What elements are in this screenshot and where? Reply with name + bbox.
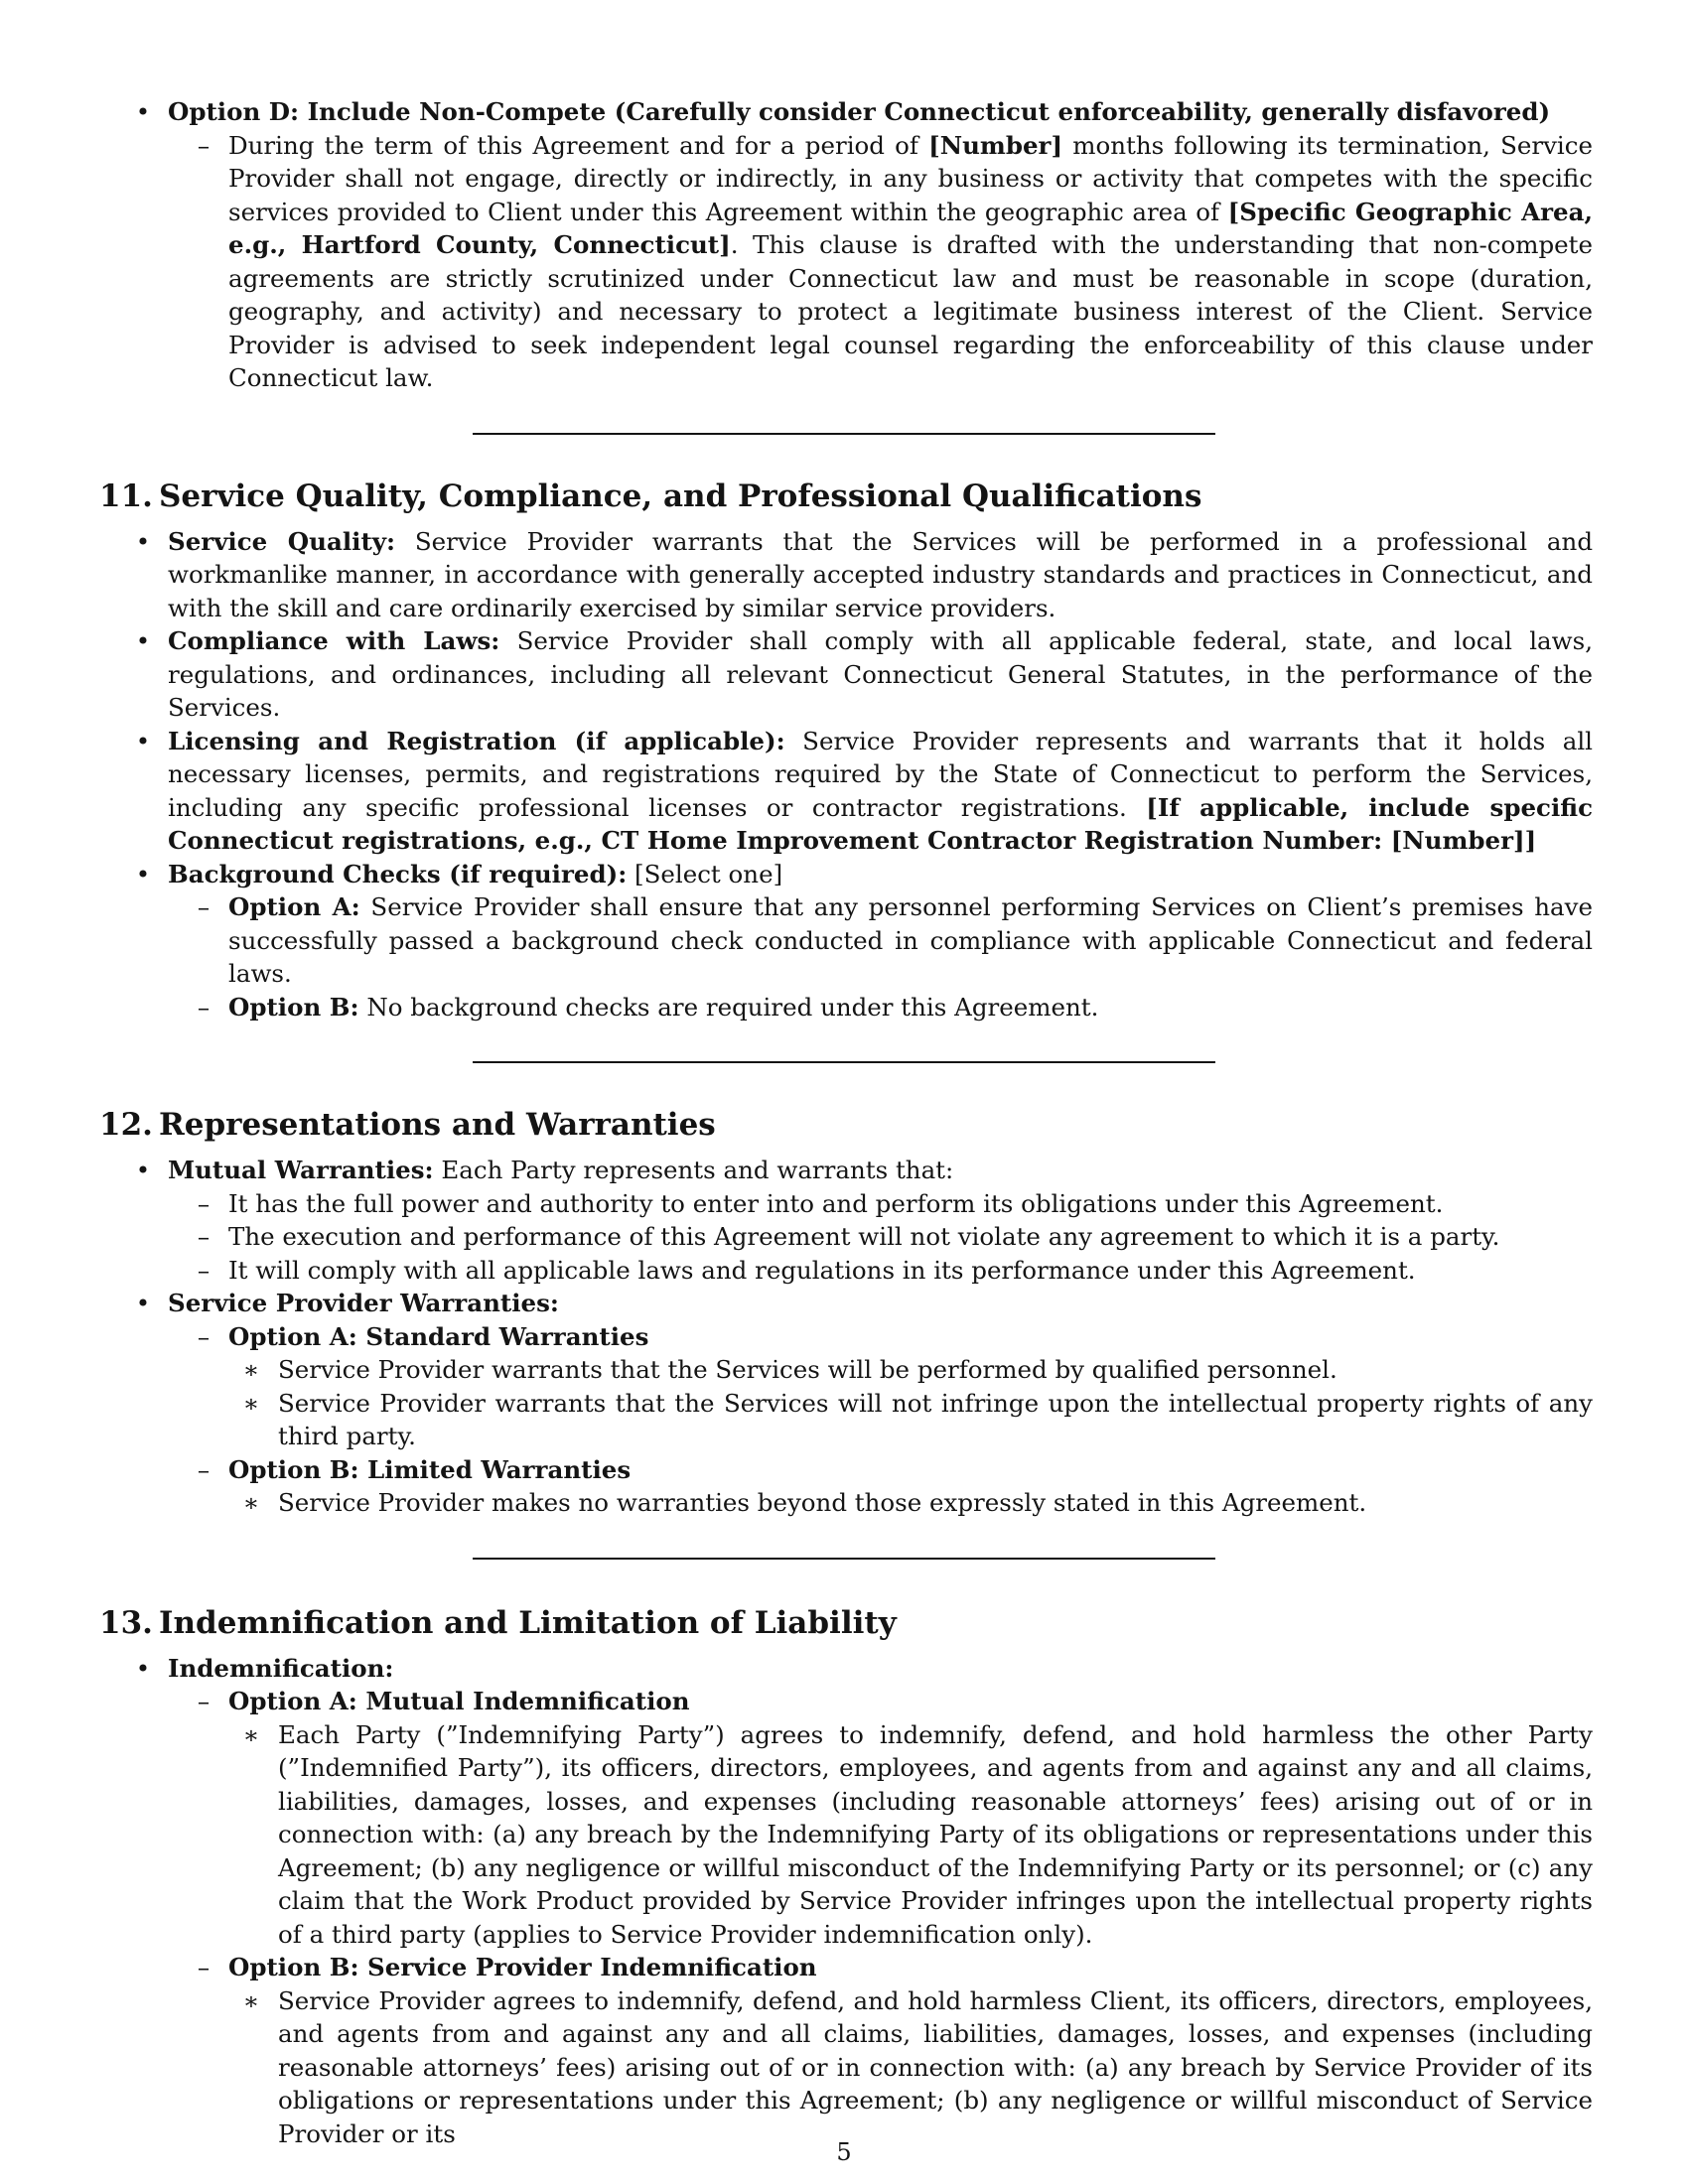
mutual-warranties-text: Each Party represents and warrants that:: [433, 1156, 954, 1184]
option-d-text-2: months following its termination, Service Provider shall not engage, directly or indirectly, in any business or activity that competes with the specific services provided to Client under this Agreement within the geographic area of: [228, 130, 1593, 226]
service-quality-label: Service Quality:: [168, 526, 396, 556]
dash-marker: –: [197, 1222, 211, 1251]
provider-warranties-item: [99, 1287, 1593, 1520]
placeholder-number: [Number]: [928, 130, 1063, 160]
dash-marker: –: [197, 130, 211, 160]
list-item: [168, 1254, 1593, 1288]
section-13-list: [99, 1652, 1593, 2151]
dash-marker: –: [197, 1454, 211, 1484]
compliance-label: Compliance with Laws:: [168, 626, 500, 655]
option-d-item: [99, 95, 1593, 395]
list-item-text: Service Provider warrants that the Services will be performed by qualified personnel.: [278, 1355, 1337, 1384]
section-11-heading: [99, 477, 1593, 516]
bullet-marker: •: [135, 1289, 151, 1317]
star-marker: ∗: [242, 1985, 260, 2015]
dash-marker: –: [197, 1687, 211, 1715]
list-item: [228, 1718, 1593, 1952]
placeholder-geographic-area: [Specific Geographic Area, e.g., Hartford County, Connecticut]: [228, 197, 1593, 259]
list-item: [228, 1387, 1593, 1453]
mutual-indemnification-text: Each Party (”Indemnifying Party”) agrees to indemnify, defend, and hold harmless the other Party (”Indemnified Party”), its officers, directors, employees, and agents from and against any and all claims, liabilities, damages, losses, and expenses (including reasonable attorneys’ fees) arising out of or in connection with: (a) any breach by the Indemnifying Party of its obligations or representations under this Agreement; (b) any negligence or willful misconduct of the Indemnifying Party or its personnel; or (c) any claim that the Work Product provided by Service Provider infringes upon the intellectual property rights of a third party (applies to Service Provider indemnification only).: [278, 1719, 1593, 1949]
provider-indemnification-list: [228, 1984, 1593, 2151]
provider-warranties-label: Service Provider Warranties:: [168, 1289, 559, 1317]
bullet-marker: •: [135, 1156, 151, 1184]
option-a-title: Option A: Standard Warranties: [228, 1321, 649, 1351]
section-11-list: [99, 525, 1593, 1024]
list-item-text: The execution and performance of this Agreement will not violate any agreement to which it is a party.: [228, 1222, 1500, 1251]
option-d-text-3: . This clause is drafted with the understanding that non-compete agreements are strictly scrutinized under Connecticut law and must be reasonable in scope (duration, geography, and activity) and necessary to protect a legitimate business interest of the Client. Service Provider is advised to seek independent legal counsel regarding the enforceability of this clause under Connecticut law.: [228, 230, 1593, 392]
list-item: [168, 1220, 1593, 1254]
mutual-warranties-label: Mutual Warranties:: [168, 1156, 434, 1184]
option-a-label: Option A:: [228, 892, 360, 921]
section-title: Representations and Warranties: [159, 1107, 716, 1143]
compliance-item: [99, 624, 1593, 725]
option-b-text: No background checks are required under this Agreement.: [358, 992, 1099, 1022]
limited-warranties-option: [168, 1453, 1593, 1520]
service-quality-item: [99, 525, 1593, 625]
option-d-title: Option D: Include Non-Compete (Carefully consider Connecticut enforceability, generally disfavored): [168, 97, 1551, 126]
mutual-indemnification-option: [168, 1685, 1593, 1951]
dash-marker: –: [197, 892, 211, 921]
page-content: [99, 95, 1593, 2150]
indemnification-label: Indemnification:: [168, 1653, 394, 1683]
option-b-title: Option B: Service Provider Indemnification: [228, 1953, 817, 1981]
dash-marker: –: [197, 1255, 211, 1285]
select-one-placeholder: [Select one]: [627, 859, 783, 888]
page-number: 5: [836, 2138, 852, 2166]
option-d-text: [168, 129, 1593, 395]
option-d-text-1: During the term of this Agreement and for a period of: [228, 130, 929, 160]
service-quality-text: Service Provider warrants that the Services will be performed in a professional and workmanlike manner, in accordance with generally accepted industry standards and practices in Connecticut, and with the skill and care ordinarily exercised by similar service providers.: [168, 526, 1594, 622]
section-title: Service Quality, Compliance, and Professional Qualifications: [159, 478, 1202, 514]
bullet-marker: •: [135, 526, 151, 556]
compliance-text: Service Provider shall comply with all applicable federal, state, and local laws, regulations, and ordinances, including all relevant Connecticut General Statutes, in the performance of the Services.: [168, 626, 1594, 722]
dash-marker: –: [197, 1321, 211, 1351]
mutual-indemnification-list: [228, 1718, 1593, 1952]
dash-marker: –: [197, 992, 211, 1022]
mutual-warranties-sublist: [168, 1187, 1593, 1288]
limited-warranties-list: [228, 1486, 1593, 1520]
background-option-b: [168, 991, 1593, 1024]
background-checks-item: [99, 858, 1593, 1024]
background-options: [168, 890, 1593, 1024]
list-item-text: It has the full power and authority to enter into and perform its obligations under this Agreement.: [228, 1188, 1444, 1218]
list-item: [228, 1353, 1593, 1387]
section-12-list: [99, 1154, 1593, 1520]
licensing-label: Licensing and Registration (if applicable):: [168, 726, 785, 755]
bullet-marker: •: [135, 626, 151, 655]
section-number: 12.: [99, 1107, 153, 1143]
star-marker: ∗: [242, 1488, 260, 1517]
star-marker: ∗: [242, 1719, 260, 1749]
standard-warranties-list: [228, 1353, 1593, 1453]
list-item-text: Service Provider warrants that the Services will not infringe upon the intellectual property rights of any third party.: [278, 1388, 1593, 1450]
section-number: 11.: [99, 478, 153, 514]
background-option-a: [168, 890, 1593, 991]
background-checks-label: Background Checks (if required):: [168, 859, 628, 888]
provider-indemnification-option: [168, 1951, 1593, 2150]
bullet-marker: •: [135, 1653, 151, 1683]
list-item: [168, 1187, 1593, 1221]
section-number: 13.: [99, 1604, 153, 1641]
licensing-item: [99, 725, 1593, 858]
section-13-heading: [99, 1603, 1593, 1643]
mutual-warranties-item: [99, 1154, 1593, 1287]
option-a-text: Service Provider shall ensure that any personnel performing Services on Client’s premises have successfully passed a background check conducted in compliance with applicable Connecticut and federal laws.: [228, 892, 1594, 988]
standard-warranties-option: [168, 1320, 1593, 1453]
bullet-marker: •: [135, 726, 151, 755]
section-12-heading: [99, 1105, 1593, 1145]
section-divider: [473, 1061, 1215, 1063]
licensing-placeholder: [If applicable, include specific Connecticut registrations, e.g., CT Home Improvement Contractor Registration Number: [Number]]: [168, 792, 1593, 855]
provider-indemnification-text: Service Provider agrees to indemnify, defend, and hold harmless Client, its officers, directors, employees, and agents from and against any and all claims, liabilities, damages, losses, and expenses (including reasonable attorneys’ fees) arising out of or in connection with: (a) any breach by Service Provider of its obligations or representations under this Agreement; (b) any negligence or willful misconduct of Service Provider or its: [278, 1985, 1593, 2148]
dash-marker: –: [197, 1953, 211, 1981]
option-d-sublist: [168, 129, 1593, 395]
option-d-list: [99, 95, 1593, 395]
section-title: Indemnification and Limitation of Liability: [159, 1604, 897, 1641]
option-b-label: Option B:: [228, 992, 359, 1022]
licensing-text: Service Provider represents and warrants that it holds all necessary licenses, permits, and registrations required by the State of Connecticut to perform the Services, including any specific professional licenses or contractor registrations.: [168, 726, 1593, 822]
list-item: [228, 1486, 1593, 1520]
list-item-text: It will comply with all applicable laws and regulations in its performance under this Agreement.: [228, 1255, 1416, 1285]
option-b-title: Option B: Limited Warranties: [228, 1454, 632, 1484]
indemnification-options: [168, 1685, 1593, 2150]
option-a-title: Option A: Mutual Indemnification: [228, 1687, 690, 1715]
section-divider: [473, 433, 1215, 435]
star-marker: ∗: [242, 1388, 260, 1418]
star-marker: ∗: [242, 1355, 260, 1384]
list-item-text: Service Provider makes no warranties beyond those expressly stated in this Agreement.: [278, 1488, 1367, 1517]
dash-marker: –: [197, 1188, 211, 1218]
bullet-marker: •: [135, 97, 151, 126]
indemnification-item: [99, 1652, 1593, 2151]
bullet-marker: •: [135, 859, 151, 888]
provider-warranties-options: [168, 1320, 1593, 1520]
section-divider: [473, 1558, 1215, 1560]
list-item: [228, 1984, 1593, 2151]
